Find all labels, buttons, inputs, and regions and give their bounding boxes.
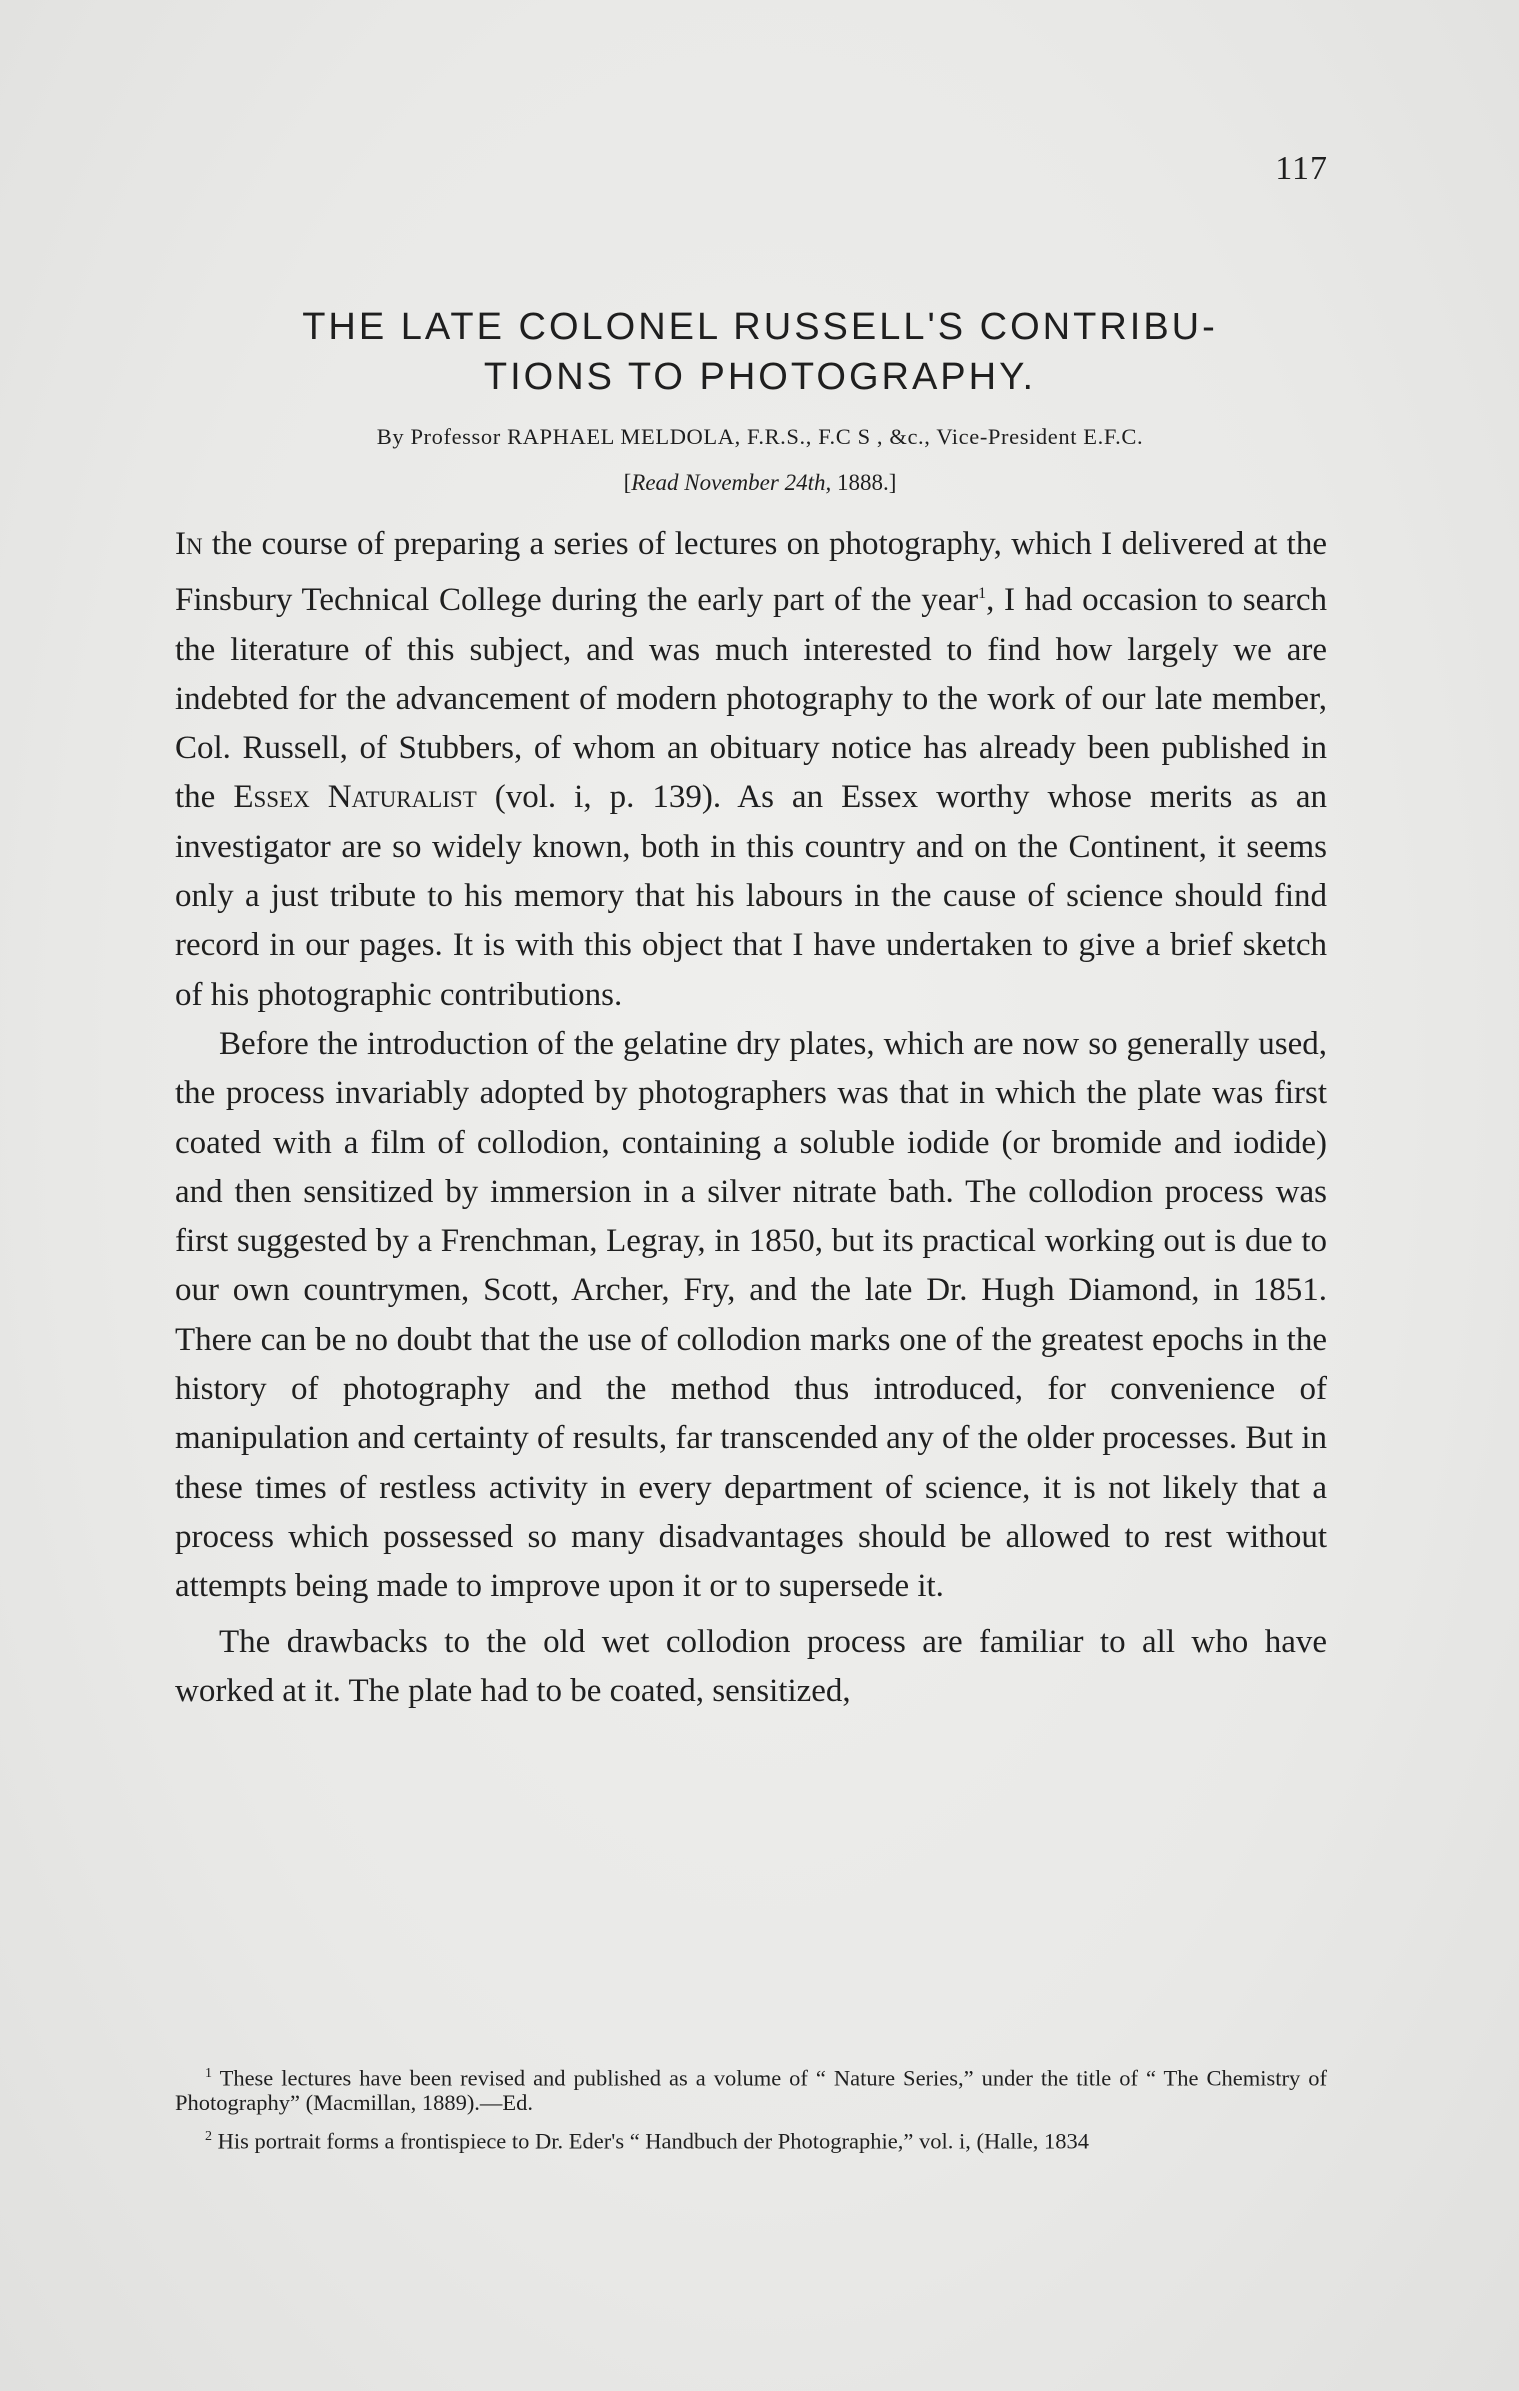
read-date-italic: Read November 24th, — [631, 470, 832, 495]
read-date-year: 1888.] — [831, 470, 897, 495]
footnote-2-mark: 2 — [205, 2128, 212, 2144]
read-date-open: [ — [623, 470, 632, 495]
paragraph-1-text-a: the course of preparing a series of lectures on photography, which I delivered at the Finsbury Technical College during the early part of the year — [175, 526, 1327, 619]
paragraph-1 — [175, 520, 1327, 1020]
paragraph-2: Before the introduction of the gelatine dry plates, which are now so generally used, the process invariably adopted by photographers was that in which the plate was first coated with a film of collodion, containing a soluble iodide (or bromide and iodide) and then sensitized by immersion in a silver nitrate bath. The collodion process was first suggested by a Frenchman, Legray, in 1850, but its practical working out is due to our own countrymen, Scott, Archer, Fry, and the late Dr. Hugh Diamond, in 1851. There can be no doubt that the use of collodion marks one of the greatest epochs in the history of photography and the method thus introduced, for convenience of manipulation and certainty of results, far transcended any of the older processes. But in these times of restless activity in every department of science, it is not likely that a process which possessed so many disadvantages should be allowed to rest without attempts being made to improve upon it or to supersede it. — [175, 1025, 1327, 1605]
article-body — [175, 520, 1327, 1716]
read-date — [150, 470, 1370, 496]
paragraph-1-lead-word: In — [175, 526, 203, 562]
journal-name: Essex Naturalist — [233, 779, 477, 816]
footnotes — [175, 2062, 1327, 2163]
footnote-1-text: These lectures have been revised and published as a volume of “ Nature Series,” under the title of “ The Chemistry of Photography” (Macmillan, 1889).—Ed. — [175, 2065, 1327, 2115]
paragraph-1-text-b: , I had occasion to search the literature of this subject, and was much interested to find how largely we are indebted for the advancement of modern photography to the work of our late member, Col. Russell, of Stubbers, of whom an obituary notice has already been published in the — [175, 582, 1328, 816]
footnote-1-mark: 1 — [205, 2066, 212, 2081]
article-title — [150, 302, 1370, 402]
paragraph-1-text-c: (vol. i, p. 139). As an Essex worthy whose merits as an investigator are so widely known, both in this country and on the Continent, it seems only a just tribute to his memory that his labours in the cause of science should find record in our pages. It is with this object that I have undertaken to give a brief sketch of his photographic contributions. — [175, 779, 1327, 1013]
footnote-1 — [175, 2062, 1327, 2115]
author-byline: By Professor RAPHAEL MELDOLA, F.R.S., F.C S , &c., Vice-President E.F.C. — [376, 424, 1144, 449]
footnote-2 — [175, 2125, 1327, 2154]
footnote-2-text: His portrait forms a frontispiece to Dr. Eder's “ Handbuch der Photographie,” vol. i, (Halle, 1834 — [212, 2128, 1089, 2153]
paragraph-3: The drawbacks to the old wet collodion process are familiar to all who have worked at it. The plate had to be coated, sensitized, — [175, 1623, 1327, 1709]
footnote-ref-1: 1 — [978, 585, 987, 603]
article-title-line-2: TIONS TO PHOTOGRAPHY. — [483, 356, 1037, 398]
page-number: 117 — [1275, 150, 1328, 187]
article-title-line-1: THE LATE COLONEL RUSSELL'S CONTRIBU- — [302, 306, 1218, 348]
